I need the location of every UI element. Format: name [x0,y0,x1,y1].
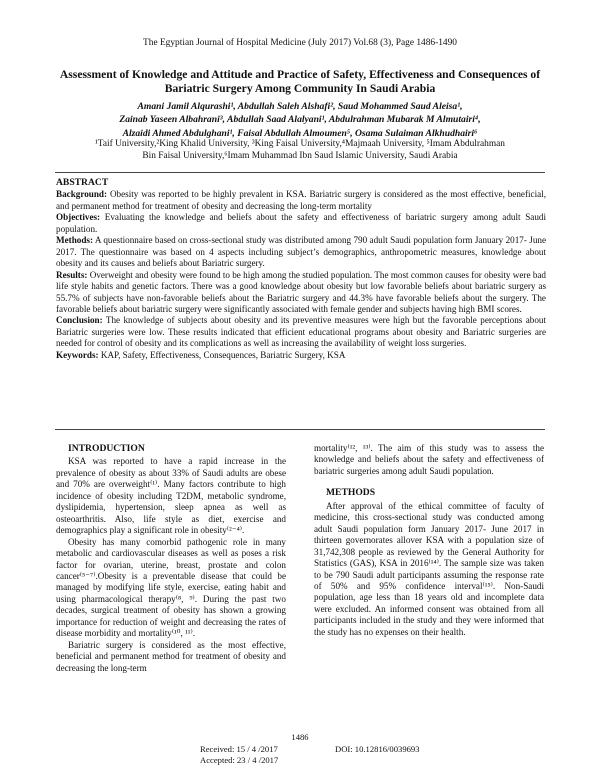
methods-heading: METHODS [326,487,376,499]
abstract-heading: ABSTRACT [56,177,109,188]
affiliations [40,139,560,162]
left-column [56,443,286,674]
author-line: Alzaidi Ahmed Abdulghani¹, Faisal Abdullah Almoumen⁵, Osama Sulaiman Alkhudhairi⁶ [122,127,478,139]
accepted-date: Accepted: 23 / 4 /2017 [200,755,279,765]
doi: DOI: 10.12816/0039693 [335,744,420,754]
affiliation-line: Bin Faisal University,⁶Imam Muhammad Ibn Saud Islamic University, Saudi Arabia [142,150,458,161]
abstract-keywords: Keywords: KAP, Safety, Effectiveness, Consequences, Bariatric Surgery, KSA [56,349,346,360]
intro-paragraph: Bariatric surgery is considered as the most effective, beneficial and permanent method for treatment of obesity and decreasing the long-term [56,639,286,673]
abstract-bottom-rule [55,429,545,430]
intro-paragraph-continued: mortality⁽¹², ¹³⁾. The aim of this study was to assess the knowledge and beliefs about the safety and effectiveness of bariatric surgeries among adult Saudi population. [314,443,544,476]
paper-title: Assessment of Knowledge and Attitude and Practice of Safety, Effectiveness and Consequences of Bariatric Surgery Among Community In Saudi Arabia [59,68,541,95]
abstract [56,177,546,361]
abstract-objectives: Objectives: Evaluating the knowledge and beliefs about the safety and effectiveness of bariatric surgery among adult Saudi population. [56,212,546,234]
intro-paragraph: Obesity has many comorbid pathogenic role in many metabolic and cardiovascular diseases as well as poses a risk factor for ovarian, uterine, breast, prostate and colon cancer⁽⁵⁻⁷⁾.Obesity is a preventable disease that could be managed by modifying life style, exercise, eating habit and using pharmacological therapy⁽⁸, ⁹⁾. During the past two decades, surgical treatment of obesity has shown a growing importance for reduction of weight and decreasing the rates of disease morbidity and mortality⁽¹⁰, ¹¹⁾. [56,536,286,639]
right-column [314,443,544,638]
author-list [40,100,560,140]
author-line: Zainab Yaseen Albahrani³, Abdullah Saad Alalyani¹, Abdulrahman Mubarak M Almutairi⁴, [119,114,481,126]
page-number: 1486 [291,732,309,742]
author-line: Amani Jamil Alqurashi¹, Abdullah Saleh Alshafi², Saud Mohammed Saud Aleisa¹, [137,101,463,112]
abstract-top-rule [55,172,545,173]
abstract-background: Background: Obesity was reported to be highly prevalent in KSA. Bariatric surgery is considered as the most effective, beneficial, and permanent method for treatment of obesity and decreasing the long-term mortality [56,189,546,211]
journal-header: The Egyptian Journal of Hospital Medicine (July 2017) Vol.68 (3), Page 1486-1490 [143,38,457,48]
introduction-heading: INTRODUCTION [68,443,145,454]
abstract-results: Results: Overweight and obesity were found to be high among the studied population. The most common causes for obesity were bad life style habits and genetic factors. There was a good knowledge about obesity but low favorable beliefs about bariatric surgery as 55.7% of subjects have non-favorable beliefs about the Bariatric surgery and 44.3% have favorable beliefs about the surgery. The favorable beliefs about bariatric surgery were significantly associated with female gender and subjects having high BMI scores. [56,269,546,314]
affiliation-line: ¹Taif University,²King Khalid University, ³King Faisal University,⁴Majmaah University, ⁵Imam Abdulrahman [95,139,505,149]
submission-dates [200,744,278,766]
methods-paragraph: After approval of the ethical committee of faculty of medicine, this cross-sectional study was conducted among adult Saudi population form January 2017- June 2017 in thirteen governorates allover KSA with a population size of 31,742,308 people as reviewed by the General Authority for Statistics (GAS), KSA in 2016⁽¹⁴⁾. The sample size was taken to be 790 Saudi adult participants assuming the response rate of 50% and 95% confidence interval⁽¹⁵⁾. Non-Saudi population, age less than 18 years old and incomplete data were excluded. An informed consent was obtained from all participants included in the study and they were informed that the study has no expenses on their health. [314,500,544,637]
abstract-conclusion: Conclusion: The knowledge of subjects about obesity and its preventive measures were high but the favorable perceptions about Bariatric surgeries were low. These results indicated that efficient educational programs about obesity and Bariatric surgeries are needed for control of obesity and its complications as well as increasing the availability of weight loss surgeries. [56,315,546,349]
abstract-methods: Methods: A questionnaire based on cross-sectional study was distributed among 790 adult Saudi population form January 2017- June 2017. The questionnaire was based on 4 aspects including subject’s demographics, anthropometric measures, knowledge about obesity and its causes and beliefs about Bariatric surgery. [56,235,546,269]
received-date: Received: 15 / 4 /2017 [200,744,278,754]
intro-paragraph: KSA was reported to have a rapid increase in the prevalence of obesity as about 33% of Saudi adults are obese and 70% are overweight⁽¹⁾. Many factors contribute to high incidence of obesity including T2DM, metabolic syndrome, dyslipidemia, hypertension, sleep apnea as well as osteoarthritis. Also, life style as diet, exercise and demographics play a significant role in obesity⁽²⁻⁴⁾. [56,456,286,536]
